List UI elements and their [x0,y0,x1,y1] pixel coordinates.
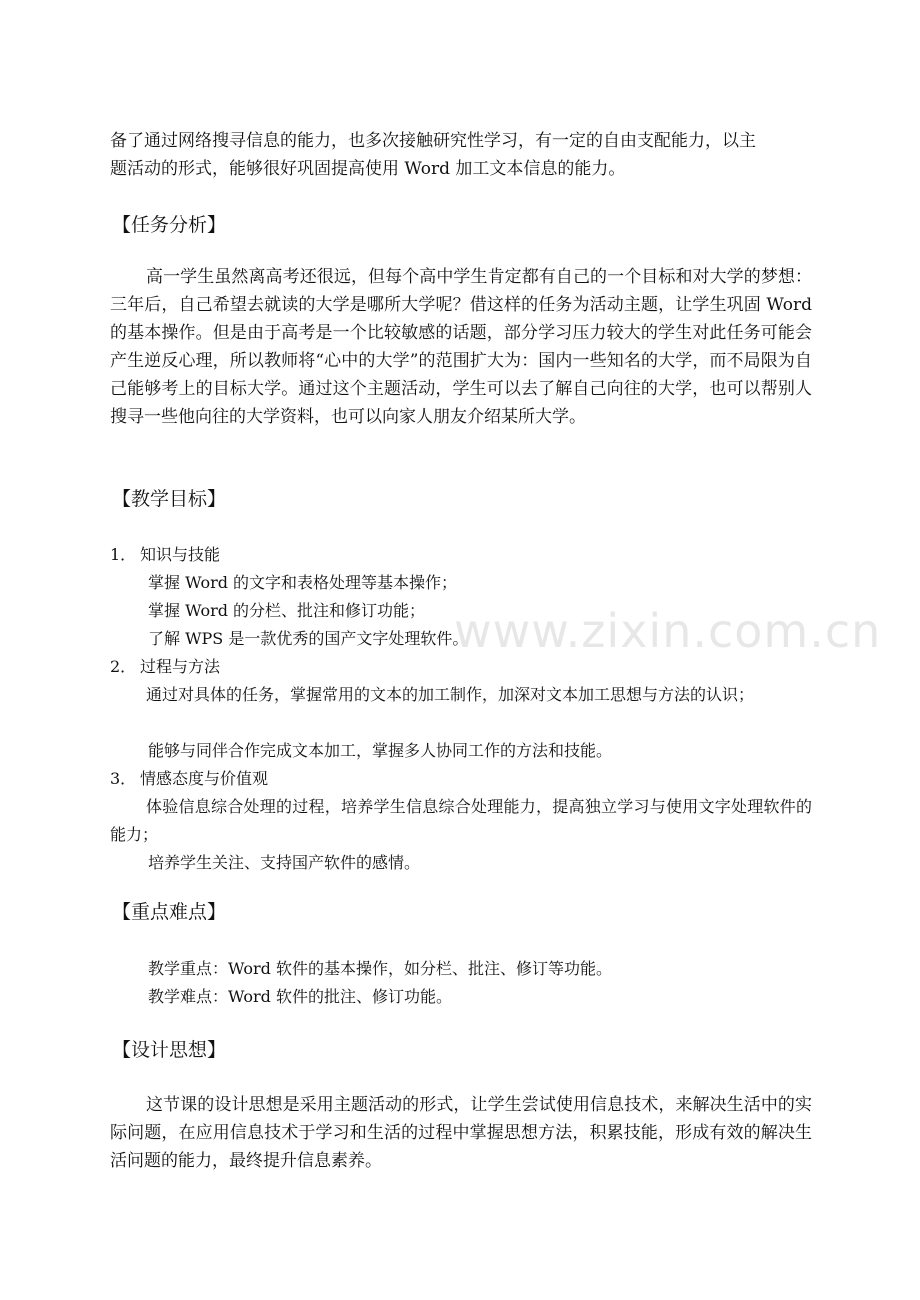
heading-design: 【设计思想】 [112,1039,227,1061]
objective-item-1 [110,541,220,569]
intro-line-2: 题活动的形式，能够很好巩固提高使用 Word 加工文本信息的能力。 [110,159,626,179]
knowledge-line-1: 掌握 Word 的文字和表格处理等基本操作； [148,573,458,592]
list-title: 情感态度与价值观 [140,769,269,788]
process-paragraph-1: 通过对具体的任务，掌握常用的文本的加工制作，加深对文本加工思想与方法的认识； [146,685,755,704]
objective-item-2 [110,653,220,681]
list-title: 过程与方法 [140,657,221,676]
attitude-paragraph-2: 培养学生关注、支持国产软件的感情。 [148,853,421,872]
task-analysis-paragraph: 高一学生虽然离高考还很远，但每个高中学生肯定都有自己的一个目标和对大学的梦想：三年后，自己希望去就读的大学是哪所大学呢？借这样的任务为活动主题，让学生巩固 Word 的基本操作。但是由于高考是一个比较敏感的话题，部分学习压力较大的学生对此任务可能会产生逆反心理，所以教师将“心中的大学”的范围扩大为：国内一些知名的大学，而不局限为自己能够考上的目标大学。通过这个主题活动，学生可以去了解自己向往的大学，也可以帮别人搜寻一些他向往的大学资料，也可以向家人朋友介绍某所大学。 [110,267,812,427]
heading-task-analysis: 【任务分析】 [112,214,227,236]
watermark-text: www.zixin.com.cn [454,604,882,658]
knowledge-line-3: 了解 WPS 是一款优秀的国产文字处理软件。 [148,629,469,648]
list-number: 3． [110,769,137,788]
heading-objectives: 【教学目标】 [112,488,227,510]
objective-item-3 [110,765,268,793]
list-number: 2． [110,657,137,676]
heading-key-points: 【重点难点】 [112,901,227,923]
teaching-focus: 教学重点：Word 软件的基本操作，如分栏、批注、修订等功能。 [148,959,612,978]
design-paragraph: 这节课的设计思想是采用主题活动的形式，让学生尝试使用信息技术，来解决生活中的实际问题，在应用信息技术于学习和生活的过程中掌握思想方法，积累技能，形成有效的解决生活问题的能力，最终提升信息素养。 [110,1095,812,1171]
list-number: 1． [110,545,137,564]
attitude-paragraph-1: 体验信息综合处理的过程，培养学生信息综合处理能力，提高独立学习与使用文字处理软件的能力； [110,797,812,844]
teaching-difficulty: 教学难点：Word 软件的批注、修订功能。 [148,987,452,1006]
process-paragraph-2: 能够与同伴合作完成文本加工，掌握多人协同工作的方法和技能。 [148,741,613,760]
intro-line-1: 备了通过网络搜寻信息的能力，也多次接触研究性学习，有一定的自由支配能力，以主 [110,131,756,151]
list-title: 知识与技能 [140,545,221,564]
knowledge-line-2: 掌握 Word 的分栏、批注和修订功能； [148,601,426,620]
